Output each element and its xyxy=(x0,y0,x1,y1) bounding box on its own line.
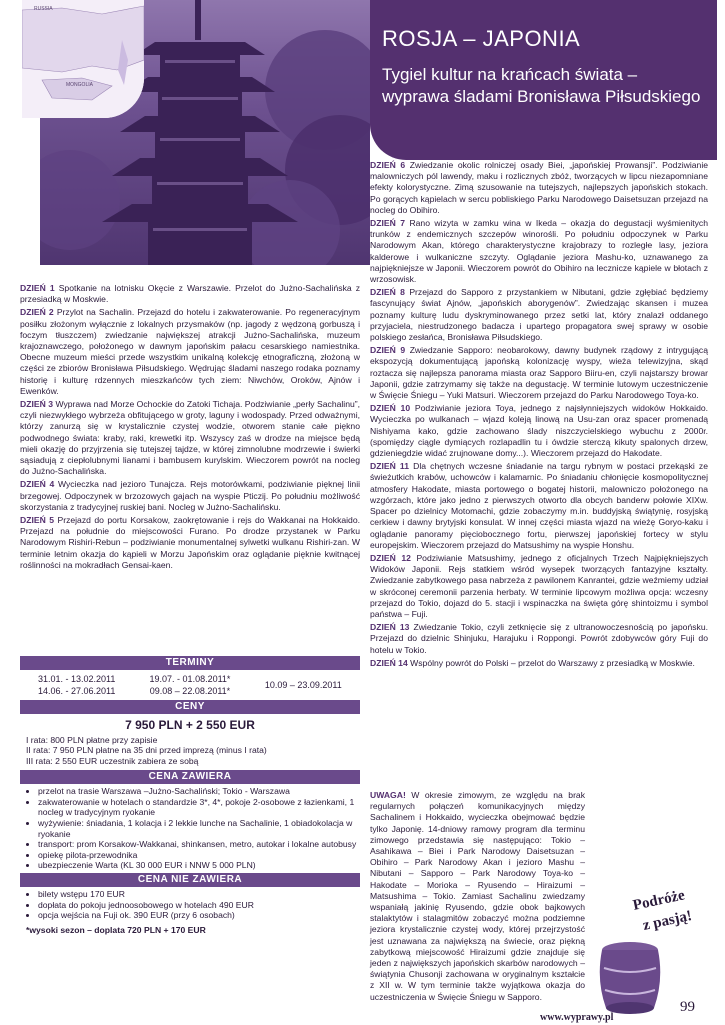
day-entry: DZIEŃ 14 Wspólny powrót do Polski – przelot do Warszawy z przesiadką w Moskwie. xyxy=(370,657,695,668)
list-item: • bilety wstępu 170 EUR xyxy=(38,889,360,900)
itinerary-right xyxy=(370,160,708,671)
day-entry: DZIEŃ 12 Podziwianie Matsushimy, jednego z oficjalnych Trzech Najpiękniejszych Widoków Japonii. Rejs statkiem wśród wysepek tworzących fantazyjne kształty. Zwiedzanie zabytkowego pasa nabrzeża z pawilonem Kanrantei, gdzie weźmiemy udział w skróconej ceremonii parzenia herbaty. W terminie lipcowym możliwa opcja: wczesny przejazd do Tokio, dojazd do 5. stacji i wspinaczka na święta górę shintoizmu i symbol państwa – Fuji. xyxy=(370,552,709,619)
page-title: ROSJA – JAPONIA xyxy=(382,26,581,51)
day-entry: DZIEŃ 8 Przejazd do Sapporo z przystankiem w Nibutani, gdzie zgłębiać będziemy fascynujący świat Ajnów, „japońskich aborygenów”. Zwiedzając skansen i muzea poznamy kulturę ludu dyskryminowanego przez setki lat, który znalazł oddanego przyjaciela, niestrudzonego badacza i upartego propagatora swej sprawy w osobie polskiego zesłańca, Bronisława Piłsudskiego. xyxy=(370,287,709,343)
terminy-dates: 31.01. - 13.02.2011 14.06. - 27.06.2011 19.07. - 01.08.2011* 09.08 – 22.08.2011* 10.09 – 23.09.2011 xyxy=(37,674,342,696)
page-subtitle: Tygiel kultur na krańcach świata – wyprawa śladami Bronisława Piłsudskiego xyxy=(382,65,701,106)
terminy-panel xyxy=(20,656,360,937)
list-item: • opiekę pilota-przewodnika xyxy=(38,850,360,861)
list-item: • dopłata do pokoju jednoosobowego w hotelach 490 EUR xyxy=(38,900,360,911)
list-item: • przelot na trasie Warszawa –Jużno-Sachaliński; Tokio - Warszawa xyxy=(38,786,360,797)
day-entry: DZIEŃ 13 Zwiedzanie Tokio, czyli zetknięcie się z ultranowoczesnością po japońsku. Przejazd do dzielnic Shinjuku, Harajuku i Roppongi. Powrót zdobywców góry Fuji do hotelu w Tokio. xyxy=(370,622,708,655)
terminy-heading: TERMINY xyxy=(20,656,360,670)
day-entry: DZIEŃ 5 Przejazd do portu Korsakow, zaokrętowanie i rejs do Wakkanai na Hokkaido. Przejazd na południe do miejscowości Furano. Po drodze przystanek w Parku Narodowym Rishiri-Rebun – podziwianie monumentalnej sylwetki wulkanu Rishiri-zan. W terminie letnim okazja do kąpieli w Morzu Japońskim oraz oglądanie pięknie kwitnącej roślinności na mokradłach Gensai-kaen. xyxy=(20,515,361,570)
page-number: 99 xyxy=(680,999,695,1015)
map-label-mongolia: MONGOLIA xyxy=(66,82,93,88)
ceny-heading: CENY xyxy=(20,700,360,714)
locator-map xyxy=(22,0,144,118)
day-entry: DZIEŃ 9 Zwiedzanie Sapporo: neobarokowy, dawny budynek rządowy z intrygującą ekspozycją dokumentującą japońską kolonizację wyspy, wieża telewizyjna, skąd roztacza się najlepsza panorama miasta oraz Sapporo Biiru-en, czyli najstarszy browar Japonii, gdzie zatrzymamy się także na degustację. W terminie lutowym uczestniczenie w Święcie Śniegu – Yuki Matsuri. Wieczorem przejazd do Parku Narodowego Toya-ko. xyxy=(370,345,708,401)
day-entry: DZIEŃ 11 Dla chętnych wczesne śniadanie na targu rybnym w postaci przekąski ze świeżutkich krabów, uchowców i kalamarnic. Po śniadaniu chłonięcie kosmopolitycznej atmosfery Hakodate, miasta portowego o bogatej historii, malowniczo położonego na wzgórzach, które jako jedno z pierwszych otworto dla obcych banderw połowie XIXw. Spacer po dzielnicy Motomachi, gdzie zobaczymy m.in. buddyjską świątynię, rosyjską cerkiew i dawny brytyjski konsulat. W innej części miasta wjazd na wieżę Goryo-kaku i oglądanie panoramy pięciobocznego fortu, pierwszej japońskiej fortecy w stylu europejskim. Wieczorem przejazd do Matsushimy na wyspie Honshu. xyxy=(370,461,708,550)
list-item: • wyżywienie: śniadania, 1 kolacja i 2 lekkie lunche na Sachalinie, 1 obiadokolacja w ryokanie xyxy=(38,818,360,839)
day-entry: DZIEŃ 4 Wycieczka nad jezioro Tunajcza. Rejs motorówkami, podziwianie pięknej linii brzegowej. Odpoczynek w brzozowych gajach na wyspie Pticzij. Po południu możliwość skorzystania z tradycyjnej ruskiej bani. Nocleg w Jużno-Sachalińsku. xyxy=(20,479,361,512)
nie-zawiera-list xyxy=(20,889,360,921)
list-item: • opcja wejścia na Fuji ok. 390 EUR (przy 6 osobach) xyxy=(38,910,360,921)
price-main: 7 950 PLN + 2 550 EUR xyxy=(125,718,255,732)
uwaga-note: UWAGA! W okresie zimowym, ze względu na brak regularnych połączeń komunikacyjnych między Sachalinem i Hokkaido, wycieczka obejmować będzie tylko Japonię. 14-dniowy ramowy program dla terminu zimowego przedstawia się następująco: Tokio – Asahikawa – Biei i Park Narodowy Daisetsuzan – Obihiro – Park Narodowy Akan i jezioro Mashu – Nibutani – Sapporo – Park Narodowy Toya-ko – Hakodate – Morioka – Ryusendo – Hiraizumi – Matsushima – Tokio. Zamiast Sachalinu zwiedzamy wspaniałą jakinię Ryusendo, gdzie obok bajkowych stalaktytów i stalagmitów zobaczyć można podziemne jeziora krystalicznie czystej wody, której przejrzystość jest uznawana za największą na świecie, oraz piękną zabytkową miejscowość Hiraizumi gdzie znajduje się jeden z największych japońskich skarbów narodowych – świątynia Chusonji zachowana w oryginalnym kształcie z XII w. W tym terminie także wyjątkowa okazja do uczestniczenia w Święcie Śniegu w Sapporo. xyxy=(370,790,586,1002)
day-entry: DZIEŃ 6 Zwiedzanie okolic rolniczej osady Biei, „japońskiej Prowansji”. Podziwianie malowniczych pól lawendy, maku i rozlicznych zbóż, tworzących w lipcu niezapomniane efekty kolorystyczne. Zimą szusowanie na tutejszych, najlepszych japońskich stokach. Po gorących kąpielach w sercu pobliskiego Parku Narodowego Daisetsuzan przejazd na nocleg do Obihiro. xyxy=(370,160,709,215)
price-rates: I rata: 800 PLN płatne przy zapisie II rata: 7 950 PLN płatne na 35 dni przed imprezą (minus I rata) III rata: 2 550 EUR uczestnik zabiera ze sobą xyxy=(26,735,267,766)
zawiera-list xyxy=(20,786,360,871)
list-item: • ubezpieczenie Warta (KL 30 000 EUR i NNW 5 000 PLN) xyxy=(38,860,360,871)
day-entry: DZIEŃ 3 Wyprawa nad Morze Ochockie do Zatoki Tichaja. Podziwianie „perły Sachalinu”, czyli niezwykłego wybrzeża obfitującego w groty, laguny i wodospady. Przed odważnymi, którzy zanurzą się w krystalicznie czystej wodzie, otworem stanie całe piękno podwodnego świata: kraby, raki, krewetki itp. Wszyscy zaś w drodze na miejsce będą mieli okazję do przyjrzenia się tutejszej tajdze, w której zimnolubne modrzewie i świerki sąsiadują z ciepłolubnymi lianami i bambusem kurylskim. Wieczorem powrót na nocleg do Jużno-Sachalińska. xyxy=(20,399,361,477)
list-item: • transport: prom Korsakow-Wakkanai, shinkansen, metro, autokar i lokalne autobusy xyxy=(38,839,360,850)
barrel-icon xyxy=(600,942,661,1014)
high-season-note: *wysoki sezon – doplata 720 PLN + 170 EUR xyxy=(26,924,206,935)
day-entry: DZIEŃ 2 Przylot na Sachalin. Przejazd do hotelu i zakwaterowanie. Po regeneracyjnym posiłku złożonym wyłącznie z lokalnych przysmaków (np. jagody z wędzoną gorbuszą i foczym tłuszczem) zwiedzanie największej atrakcji Jużno-Sachalińska, muzeum krajoznawczego, położonego w dawnym japońskim pałacu cesarskiego namiestnika. Obecne muzeum mieści przede wszystkim unikalną kolekcję etnograficzną, złożoną w części ze zbiorów Bronisława Piłsudskiego. Wędrując śladami naszego rodaka poznamy historię i kulturę rdzennych mieszkańców tych ziem: Niwchów, Oroków, Ajnów i Ewenków. xyxy=(20,307,361,396)
logo-line1: Podróże xyxy=(631,887,687,914)
list-item: • zakwaterowanie w hotelach o standardzie 3*, 4*, pokoje 2-osobowe z łazienkami, 1 nocleg w tradycyjnym ryokanie xyxy=(38,797,360,818)
title-box xyxy=(370,0,717,160)
map-label-russia: RUSSIA xyxy=(34,6,53,12)
nie-zawiera-heading: CENA NIE ZAWIERA xyxy=(20,873,360,887)
website-link[interactable]: www.wyprawy.pl xyxy=(540,1012,614,1023)
day-entry: DZIEŃ 10 Podziwianie jeziora Toya, jednego z najsłynniejszych widoków Hokkaido. Wycieczka po wulkanach – wjazd koleją linową na Usu-zan oraz spacer promenadą Nishiyama kako, gdzie zachowano ślady niszczycielskiego wybuchu z 2000r. (spomiędzy ciągle dymiących rozlapadlin tu i ówdzie sterczą kikuty spalonych drzew, gdzieniegdzie widać zrujnowane domy...). Wieczorem przejazd do Hakodate. xyxy=(370,403,709,459)
logo-line2: z pasją! xyxy=(641,907,694,934)
day-entry: DZIEŃ 7 Rano wizyta w zamku wina w Ikeda – okazja do degustacji wyśmienitych trunków z endemicznych szczepów winorośli. Po południu odpoczynek w Parku Narodowym Akan, którego charakterystyczne krajobrazy to rozległe lasy, jeziora kalderowe i wulkaniczne szczyty. Oglądanie jeziora Mashu-ko, uznawanego za najpiękniejsze w Japonii. Wieczorem powrót do Obihiro na lecznicze kąpiele w błotach z wrzosowisk. xyxy=(370,218,708,285)
itinerary-left xyxy=(20,283,360,573)
day-entry: DZIEŃ 1 Spotkanie na lotnisku Okęcie z Warszawie. Przelot do Jużno-Sachalińska z przesiadką w Moskwie. xyxy=(20,283,360,305)
zawiera-heading: CENA ZAWIERA xyxy=(20,770,360,784)
